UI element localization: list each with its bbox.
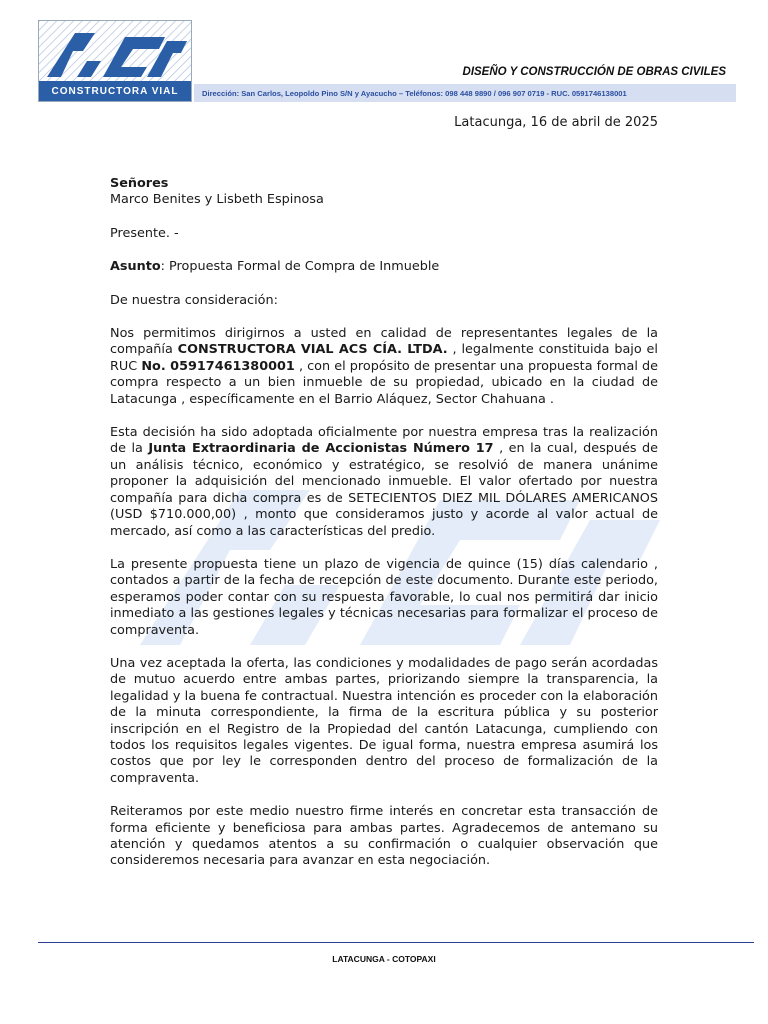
letter-date: Latacunga, 16 de abril de 2025	[454, 115, 658, 130]
subject-line	[110, 259, 658, 275]
paragraph-3: La presente propuesta tiene un plazo de vigencia de quince (15) días calendario , contados a partir de la fecha de recepción de este documento. Durante este periodo, esperamos poder contar con su respuesta favorable, lo cual nos permitirá dar inicio inmediato a las gestiones legales y técnicas necesarias para formalizar el proceso de compraventa.	[110, 556, 658, 638]
salutation-title: Señores	[110, 176, 169, 191]
ruc-number: No. 05917461380001	[141, 358, 295, 374]
paragraph-2: Esta decisión ha sido adoptada oficialmente por nuestra empresa tras la realización de la Junta Extraordinaria de Accionistas Número 17 , en la cual, después de un análisis técnico, económico y estratégico, se resolvió de manera unánime proponer la adquisición del mencionado inmueble. El valor ofertado por nuestra compañía para dicha compra es de SETECIENTOS DIEZ MIL DÓLARES AMERICANOS (USD $710.000,00) , monto que consideramos justo y acorde al valor actual de mercado, así como a las características del predio.	[110, 425, 659, 539]
subject-text: : Propuesta Formal de Compra de Inmueble	[160, 259, 440, 275]
letter-body	[110, 176, 658, 870]
recipient-names: Marco Benites y Lisbeth Espinosa	[110, 192, 324, 208]
company-tagline: DISEÑO Y CONSTRUCCIÓN DE OBRAS CIVILES	[462, 66, 726, 78]
paragraph-4: Una vez aceptada la oferta, las condiciones y modalidades de pago serán acordadas de mutuo acuerdo entre ambas partes, priorizando siempre la transparencia, la legalidad y la buena fe contractual. Nuestra intención es proceder con la elaboración de la minuta correspondiente, la firma de la escritura pública y su posterior inscripción en el Registro de la Propiedad del cantón Latacunga, cumpliendo con todos los requisitos legales vigentes. De igual forma, nuestra empresa asumirá los costos que por ley le corresponden dentro del proceso de formalización de la compraventa.	[110, 655, 658, 786]
paragraph-1: Nos permitimos dirigirnos a usted en calidad de representantes legales de la compañía CONSTRUCTORA VIAL ACS CÍA. LTDA. , legalmente constituida bajo el RUC No. 05917461380001 , con el propósito de presentar una propuesta formal de compra respecto a un bien inmueble de su propiedad, ubicado en la ciudad de Latacunga , específicamente en el Barrio Aláquez, Sector Chahuana .	[110, 326, 658, 407]
address-band: Dirección: San Carlos, Leopoldo Pino S/N y Ayacucho – Teléfonos: 098 448 9890 / 096 907 0719 - RUC. 0591746138001	[194, 84, 736, 102]
company-name: CONSTRUCTORA VIAL ACS CÍA. LTDA.	[177, 342, 448, 358]
company-logo	[38, 20, 192, 102]
logo-band-text: CONSTRUCTORA VIAL	[39, 81, 191, 101]
footer-divider	[38, 942, 754, 943]
subject-label: Asunto	[110, 259, 161, 275]
paragraph-5: Reiteramos por este medio nuestro firme interés en concretar esta transacción de forma eficiente y beneficiosa para ambas partes. Agradecemos de antemano su atención y quedamos atentos a su confirmación o cualquier observación que consideremos necesaria para avanzar en esta negociación.	[110, 804, 658, 869]
greeting: De nuestra consideración:	[110, 292, 278, 308]
presente-line: Presente. -	[110, 225, 179, 241]
logo-mark	[39, 21, 192, 83]
footer-location: LATACUNGA - COTOPAXI	[332, 954, 436, 964]
junta-name: Junta Extraordinaria de Accionistas Número 17	[148, 441, 494, 457]
